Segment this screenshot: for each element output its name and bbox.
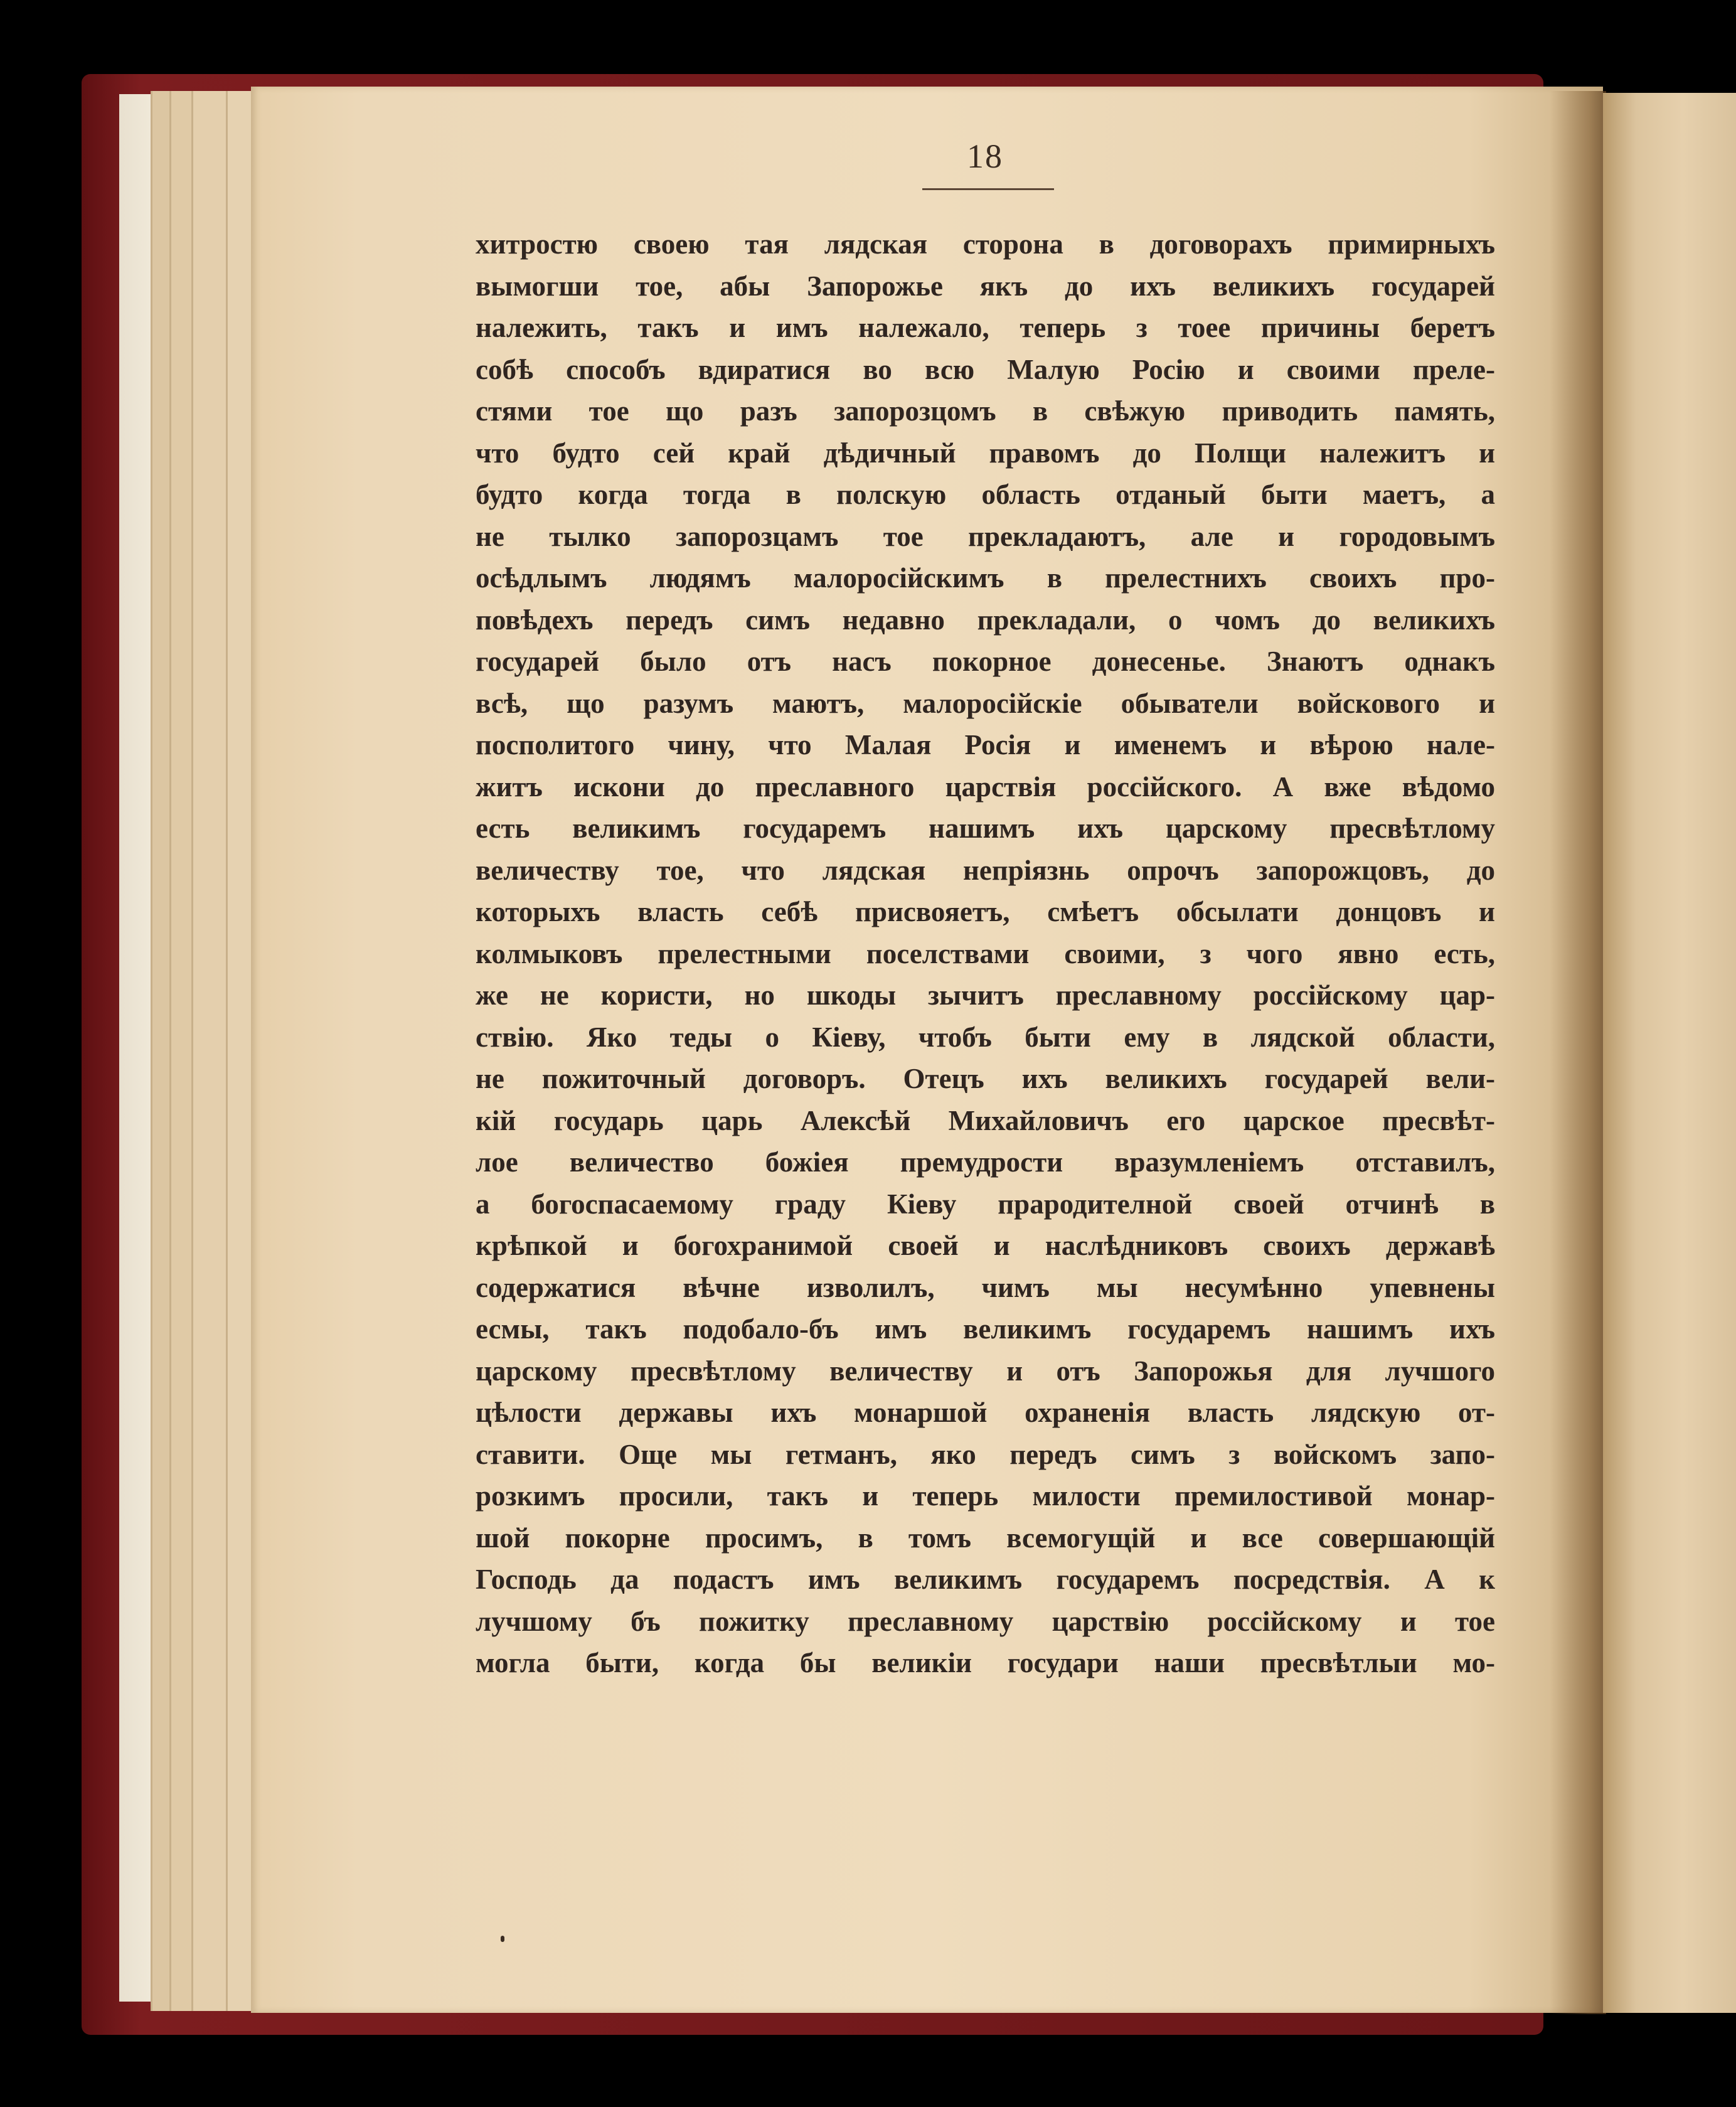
text-line: которыхъ власть себѣ присвояетъ, смѣетъ обсылати донцовъ и bbox=[476, 896, 1495, 927]
text-line: ставити. Още мы гетманъ, яко передъ симъ з войскомъ запо- bbox=[476, 1438, 1495, 1470]
text-line: розкимъ просили, такъ и теперь милости премилостивой монар- bbox=[476, 1480, 1495, 1512]
text-line: крѣпкой и богохранимой своей и наслѣдниковъ своихъ державѣ bbox=[476, 1230, 1495, 1261]
text-line: ствію. Яко теды о Кіеву, чтобъ быти ему в лядской области, bbox=[476, 1021, 1495, 1053]
text-line: собѣ способъ вдиратися во всю Малую Росію и своими преле- bbox=[476, 353, 1495, 385]
text-line: царскому пресвѣтлому величеству и отъ Запорожья для лучшого bbox=[476, 1355, 1495, 1387]
facing-page-edge bbox=[1603, 93, 1736, 2013]
text-line: шой покорне просимъ, в томъ всемогущій и все совершающій bbox=[476, 1522, 1495, 1554]
text-line: хитростю своею тая лядская сторона в договорахъ примирныхъ bbox=[476, 228, 1495, 260]
text-line: належить, такъ и имъ належало, теперь з тоее причины беретъ bbox=[476, 312, 1495, 343]
text-line: содержатися вѣчне изволилъ, чимъ мы несумѣнно упевнены bbox=[476, 1271, 1495, 1303]
text-line: колмыковъ прелестными поселствами своими, з чого явно есть, bbox=[476, 937, 1495, 969]
text-line: вымогши тое, абы Запорожье якъ до ихъ великихъ государей bbox=[476, 270, 1495, 302]
text-line: повѣдехъ передъ симъ недавно прекладали, о чомъ до великихъ bbox=[476, 604, 1495, 636]
text-line: государей было отъ насъ покорное донесенье. Знаютъ однакъ bbox=[476, 646, 1495, 677]
text-line: осѣдлымъ людямъ малоросійскимъ в прелестнихъ своихъ про- bbox=[476, 562, 1495, 594]
text-line: лучшому бъ пожитку преславному царствію россійскому и тое bbox=[476, 1605, 1495, 1637]
text-line: а богоспасаемому граду Кіеву прародителной своей отчинѣ в bbox=[476, 1188, 1495, 1220]
ink-speck bbox=[501, 1936, 504, 1942]
text-line: лое величество божіея премудрости вразумленіемъ отставилъ, bbox=[476, 1146, 1495, 1178]
text-line: что будто сей край дѣдичный правомъ до Полщи належитъ и bbox=[476, 437, 1495, 469]
body-text bbox=[476, 223, 1495, 1684]
text-line: величеству тое, что лядская непріязнь опрочъ запорожцовъ, до bbox=[476, 854, 1495, 886]
text-line: есмы, такъ подобало-бъ имъ великимъ государемъ нашимъ ихъ bbox=[476, 1313, 1495, 1345]
book-gutter bbox=[1550, 91, 1606, 2014]
page-number-rule bbox=[922, 188, 1054, 190]
text-line: кій государь царь Алексѣй Михайловичъ его царское пресвѣт- bbox=[476, 1104, 1495, 1136]
text-line: Господь да подастъ имъ великимъ государемъ посредствія. А к bbox=[476, 1564, 1495, 1595]
page-number: 18 bbox=[967, 137, 1003, 175]
text-line: не пожиточный договоръ. Отецъ ихъ великихъ государей вели- bbox=[476, 1063, 1495, 1094]
text-line: же не користи, но шкоды зычитъ преславному россійскому цар- bbox=[476, 979, 1495, 1011]
text-line: цѣлости державы ихъ монаршой охраненія власть лядскую от- bbox=[476, 1397, 1495, 1428]
text-line: могла быти, когда бы великіи государи наши пресвѣтлыи мо- bbox=[476, 1647, 1495, 1678]
text-line: житъ искони до преславного царствія россійского. А вже вѣдомо bbox=[476, 771, 1495, 803]
text-line: есть великимъ государемъ нашимъ ихъ царскому пресвѣтлому bbox=[476, 813, 1495, 844]
text-line: будто когда тогда в полскую область отданый быти маетъ, а bbox=[476, 479, 1495, 510]
text-line: стями тое що разъ запорозцомъ в свѣжую приводить память, bbox=[476, 395, 1495, 427]
text-line: не тылко запорозцамъ тое прекладаютъ, але и городовымъ bbox=[476, 520, 1495, 552]
text-line: посполитого чину, что Малая Росія и именемъ и вѣрою нале- bbox=[476, 729, 1495, 760]
text-line: всѣ, що разумъ маютъ, малоросійскіе обыватели войскового и bbox=[476, 687, 1495, 719]
